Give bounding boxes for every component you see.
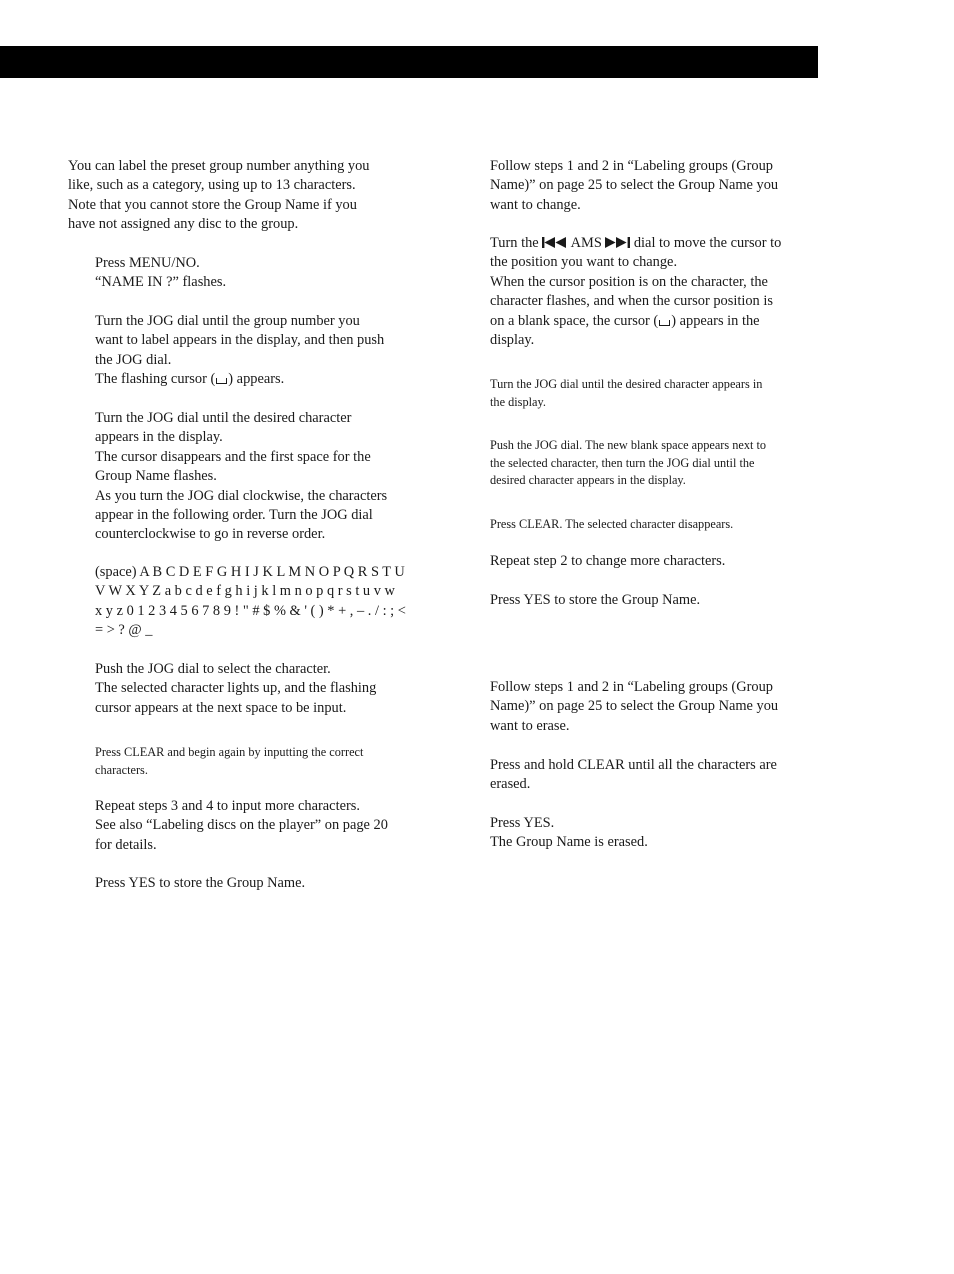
cursor-icon [659,320,670,326]
mistake-note: Press CLEAR and begin again by inputting the correct characters. [95,745,364,777]
step-2: Turn the JOG dial until the group number you want to label appears in the display, and then push the JOG dial. The flashing cursor ( ) appears. [95,312,384,390]
step-4: Push the JOG dial to select the character. The selected character lights up, and the flashing cursor appears at the next space to be input. [95,661,377,716]
step-6: Press YES to store the Group Name. [95,875,306,891]
erase-step-2: Press and hold CLEAR until all the characters are erased. [490,757,777,793]
change-step-4: Press YES to store the Group Name. [490,592,701,608]
change-step-1: Follow steps 1 and 2 in “Labeling groups (Group Name)” on page 25 to select the Group Name you want to change. [490,158,779,213]
cursor-line: on a blank space, the cursor ( ) appears in the [490,312,760,329]
note-delete-character: Press CLEAR. The selected character disappears. [490,517,734,531]
note-insert-character: Push the JOG dial. The new blank space appears next to the selected character, then turn the JOG dial until the desired character appears in the display. [490,438,767,488]
cursor-line: The flashing cursor ( ) appears. [95,371,285,388]
header-bar [0,46,818,78]
note-change-character: Turn the JOG dial until the desired character appears in the display. [490,377,763,409]
character-order-list: (space) A B C D E F G H I J K L M N O P Q R S T U V W X Y Z a b c d e f g h i j k l m n o p q r s t u v w x y z 0 1 2 3 4 5 6 7 8 9 ! " # $ % & ' ( ) * + , – . / : ; < = > ? @ _ [95,564,406,639]
step-1: Press MENU/NO. “NAME IN ?” flashes. [95,255,227,291]
next-track-icon [605,237,631,248]
change-step-3: Repeat step 2 to change more characters. [490,553,726,569]
cursor-icon [216,378,227,384]
intro-paragraph: You can label the preset group number anything you like, such as a category, using up to 13 characters. Note that you cannot store the Group Name if you have not assigned any disc to the group. [68,158,370,233]
ams-line: Turn the AMS dial to move the cursor to [490,235,782,251]
prev-track-icon [542,237,568,248]
change-step-2: Turn the AMS dial to move the cursor to the position you want to change. When the cursor position is on the character, the character flashes, and when the cursor position is on a blank space, the cursor ( ) appears in the display. [490,235,782,349]
erase-step-1: Follow steps 1 and 2 in “Labeling groups (Group Name)” on page 25 to select the Group Name you want to erase. [490,679,779,734]
step-3: Turn the JOG dial until the desired character appears in the display. The cursor disappears and the first space for the Group Name flashes. As you turn the JOG dial clockwise, the characters appear in the following order. Turn the JOG dial counterclockwise to go in reverse order. [95,410,388,543]
step-5: Repeat steps 3 and 4 to input more characters. See also “Labeling discs on the player” on page 20 for details. [95,798,388,853]
erase-step-3: Press YES. The Group Name is erased. [490,815,648,851]
